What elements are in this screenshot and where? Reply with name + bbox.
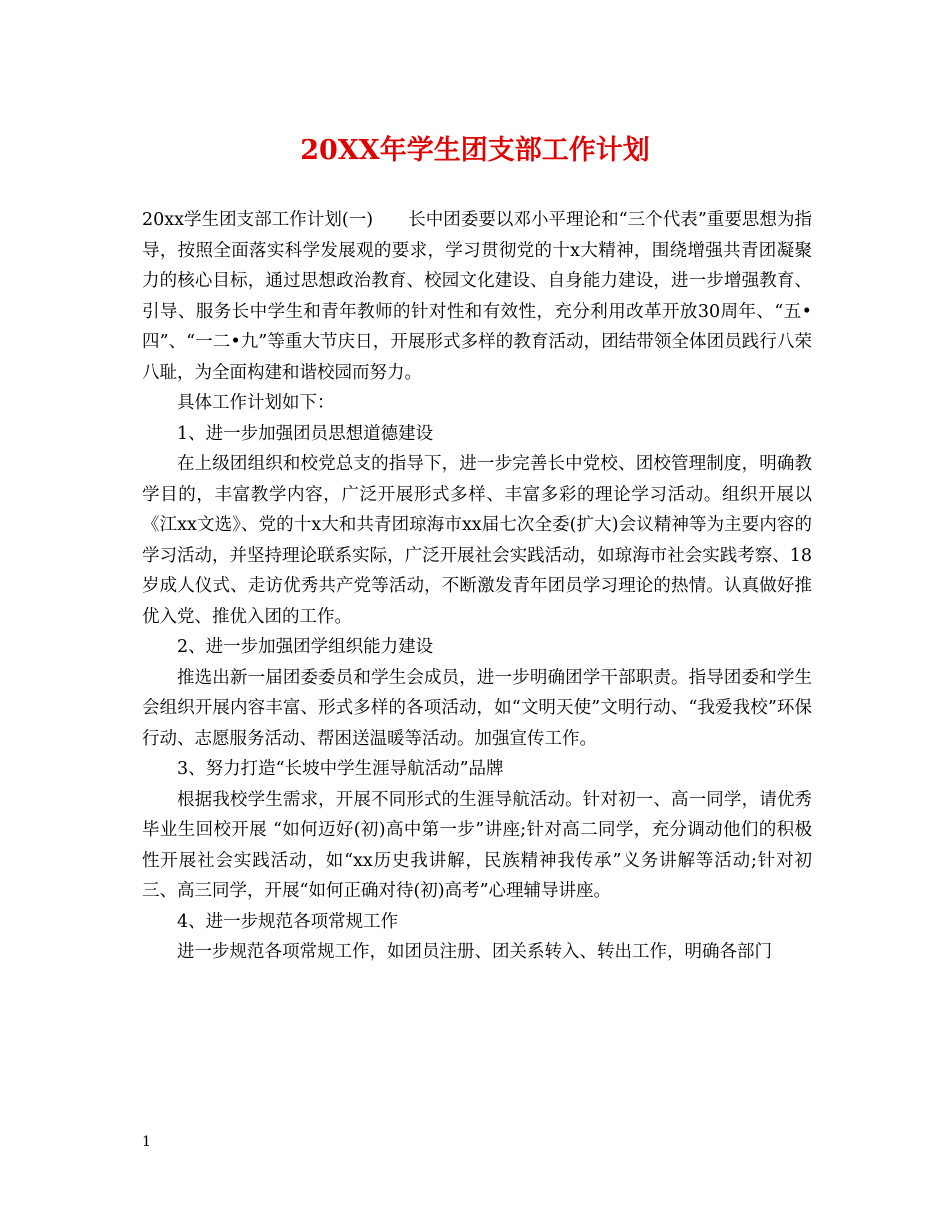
section-paragraph-4: 进一步规范各项常规工作，如团员注册、团关系转入、转出工作，明确各部门 — [177, 942, 772, 962]
section-paragraph-2: 推选出新一届团委委员和学生会成员，进一步明确团学干部职责。指导团委和学生会组织开展内容丰富、形式多样的各项活动，如“文明天使”文明行动、“我爱我校”环保行动、志愿服务活动、帮困送温暖等活动。加强宣传工作。 — [142, 667, 812, 749]
section-paragraph-3: 根据我校学生需求，开展不同形式的生涯导航活动。针对初一、高一同学，请优秀毕业生回校开展 “如何迈好(初)高中第一步”讲座;针对高二同学，充分调动他们的积极性开展社会实践活动，如“xx历史我讲解，民族精神我传承”义务讲解等活动;针对初三、高三同学，开展“如何正确对待(初)高考”心理辅导讲座。 — [142, 789, 812, 901]
page-number: 1 — [142, 1134, 151, 1150]
section-heading-4: 4、进一步规范各项常规工作 — [177, 911, 399, 932]
section-paragraph-1: 在上级团组织和校党总支的指导下，进一步完善长中党校、团校管理制度，明确教学目的，丰富教学内容，广泛开展形式多样、丰富多彩的理论学习活动。组织开展以《江xx文选》、党的十x大和共青团琼海市xx届七次全委(扩大)会议精神等为主要内容的学习活动，并坚持理论联系实际，广泛开展社会实践活动，如琼海市社会实践考察、18岁成人仪式、走访优秀共产党等活动，不断激发青年团员学习理论的热情。认真做好推优入党、推优入团的工作。 — [142, 454, 812, 627]
section-heading-1: 1、进一步加强团员思想道德建设 — [177, 423, 434, 444]
section-heading-2: 2、进一步加强团学组织能力建设 — [177, 637, 434, 657]
plan-intro-paragraph: 具体工作计划如下： — [177, 393, 335, 413]
document-title: 20XX年学生团支部工作计划 — [300, 135, 650, 166]
document-body — [142, 205, 812, 968]
intro-paragraph: 20xx学生团支部工作计划(一) 长中团委要以邓小平理论和“三个代表”重要思想为指导，按照全面落实科学发展观的要求，学习贯彻党的十x大精神，围绕增强共青团凝聚力的核心目标，通过思想政治教育、校园文化建设、自身能力建设，进一步增强教育、引导、服务长中学生和青年教师的针对性和有效性，充分利用改革开放30周年、“五•四”、“一二•九”等重大节庆日，开展形式多样的教育活动，团结带领全体团员践行八荣八耻，为全面构建和谐校园而努力。 — [142, 210, 812, 383]
section-heading-3: 3、努力打造“长坡中学生涯导航活动”品牌 — [177, 759, 504, 779]
